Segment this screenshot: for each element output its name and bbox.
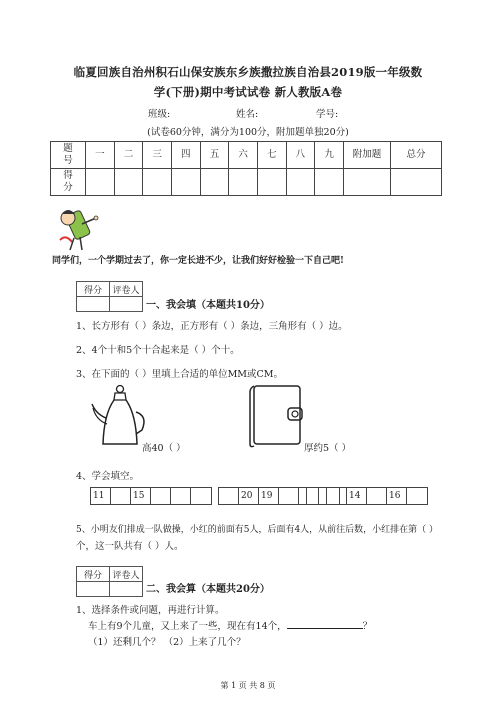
row-label-score: 得分 bbox=[51, 169, 86, 196]
question-2-1-options: （1）还剩几个？ （2）上来了几个？ bbox=[88, 637, 246, 648]
col-bonus: 附加题 bbox=[344, 142, 391, 169]
number-box: 19 bbox=[259, 488, 279, 504]
question-1-4: 4、学会填空。 bbox=[76, 471, 140, 482]
number-box[interactable] bbox=[407, 488, 427, 504]
number-box[interactable] bbox=[191, 488, 211, 504]
answer-blank[interactable] bbox=[287, 619, 363, 629]
question-1-5-line2: 个，这一队共有（ ）人。 bbox=[76, 541, 184, 552]
book-thickness-label: 厚约5（ ） bbox=[304, 443, 352, 454]
number-box[interactable] bbox=[279, 488, 299, 504]
score-cell[interactable] bbox=[286, 169, 315, 196]
scorebox-score-cell[interactable] bbox=[77, 297, 110, 312]
class-label: 班级: bbox=[148, 109, 171, 120]
number-box: 14 bbox=[347, 488, 367, 504]
question-1-1: 1、长方形有（ ）条边，正方形有（ ）条边，三角形有（ ）边。 bbox=[76, 321, 348, 332]
teapot-height-label: 高40（ ） bbox=[142, 443, 186, 454]
student-cartoon-icon bbox=[52, 204, 100, 252]
question-2-1-mark: ？ bbox=[362, 621, 373, 632]
col-4: 四 bbox=[171, 142, 200, 169]
col-6: 六 bbox=[229, 142, 258, 169]
doc-title-line1: 临夏回族自治州积石山保安族东乡族撒拉族自治县2019版一年级数 bbox=[73, 65, 423, 79]
number-box[interactable] bbox=[219, 488, 239, 504]
number-box[interactable] bbox=[111, 488, 131, 504]
teapot-icon bbox=[90, 384, 150, 450]
encouragement-text: 同学们，一个学期过去了，你一定长进不少，让我们好好检验一下自己吧! bbox=[52, 256, 344, 266]
col-2: 二 bbox=[114, 142, 143, 169]
score-table bbox=[50, 141, 442, 196]
number-box[interactable] bbox=[367, 488, 387, 504]
col-8: 八 bbox=[286, 142, 315, 169]
scorebox-grader-label: 评卷人 bbox=[110, 567, 143, 582]
question-2-1: 1、选择条件或问题，再进行计算。 bbox=[76, 605, 225, 616]
score-cell[interactable] bbox=[315, 169, 344, 196]
doc-title-line2: 学(下册)期中考试试卷 新人教版A卷 bbox=[153, 85, 343, 99]
scorebox-score-cell[interactable] bbox=[77, 582, 110, 597]
number-box[interactable] bbox=[327, 488, 347, 504]
question-2-1-stem: 车上有9个儿童，又上来了一些，现在有14个， bbox=[88, 621, 287, 632]
number-box: 11 bbox=[91, 488, 111, 504]
scorebox-grader-cell[interactable] bbox=[110, 297, 143, 312]
score-cell[interactable] bbox=[86, 169, 115, 196]
col-3: 三 bbox=[143, 142, 172, 169]
question-1-3: 3、在下面的（ ）里填上合适的单位MM或CM。 bbox=[76, 369, 284, 380]
question-1-5-line1: 5、小明友们排成一队做操，小红的前面有5人，后面有4人，从前往后数，小红排在第（ ） bbox=[76, 525, 439, 535]
scorebox-score-label: 得分 bbox=[77, 567, 110, 582]
student-id-label: 学号: bbox=[316, 109, 339, 120]
exam-info: (试卷60分钟，满分为100分，附加题单独20分) bbox=[147, 127, 349, 138]
question-2-1-text bbox=[88, 618, 372, 632]
section2-scorebox bbox=[76, 566, 143, 597]
notebook-icon bbox=[248, 384, 304, 448]
section2-title: 二、我会算（本题共20分） bbox=[146, 584, 270, 595]
question-1-2: 2、4个十和5个十合起来是（ ）个十。 bbox=[76, 345, 240, 356]
score-cell[interactable] bbox=[200, 169, 229, 196]
page-footer: 第 1 页 共 8 页 bbox=[220, 681, 276, 690]
col-9: 九 bbox=[315, 142, 344, 169]
number-boxes-group-1 bbox=[90, 487, 212, 505]
number-box[interactable] bbox=[151, 488, 171, 504]
score-cell[interactable] bbox=[229, 169, 258, 196]
number-box[interactable] bbox=[307, 488, 327, 504]
col-1: 一 bbox=[86, 142, 115, 169]
col-7: 七 bbox=[257, 142, 286, 169]
row-label-question: 题号 bbox=[51, 142, 86, 169]
section1-title: 一、我会填（本题共10分） bbox=[146, 300, 270, 311]
score-cell[interactable] bbox=[143, 169, 172, 196]
score-cell[interactable] bbox=[114, 169, 143, 196]
score-cell[interactable] bbox=[257, 169, 286, 196]
number-box: 15 bbox=[131, 488, 151, 504]
score-cell[interactable] bbox=[344, 169, 391, 196]
score-cell[interactable] bbox=[391, 169, 442, 196]
scorebox-grader-cell[interactable] bbox=[110, 582, 143, 597]
number-box: 20 bbox=[239, 488, 259, 504]
number-box: 16 bbox=[387, 488, 407, 504]
col-total: 总分 bbox=[391, 142, 442, 169]
number-box[interactable] bbox=[171, 488, 191, 504]
score-cell[interactable] bbox=[171, 169, 200, 196]
number-boxes-group-3 bbox=[306, 487, 428, 505]
name-label: 姓名: bbox=[236, 109, 259, 120]
section1-scorebox bbox=[76, 281, 143, 312]
scorebox-score-label: 得分 bbox=[77, 282, 110, 297]
scorebox-grader-label: 评卷人 bbox=[110, 282, 143, 297]
col-5: 五 bbox=[200, 142, 229, 169]
